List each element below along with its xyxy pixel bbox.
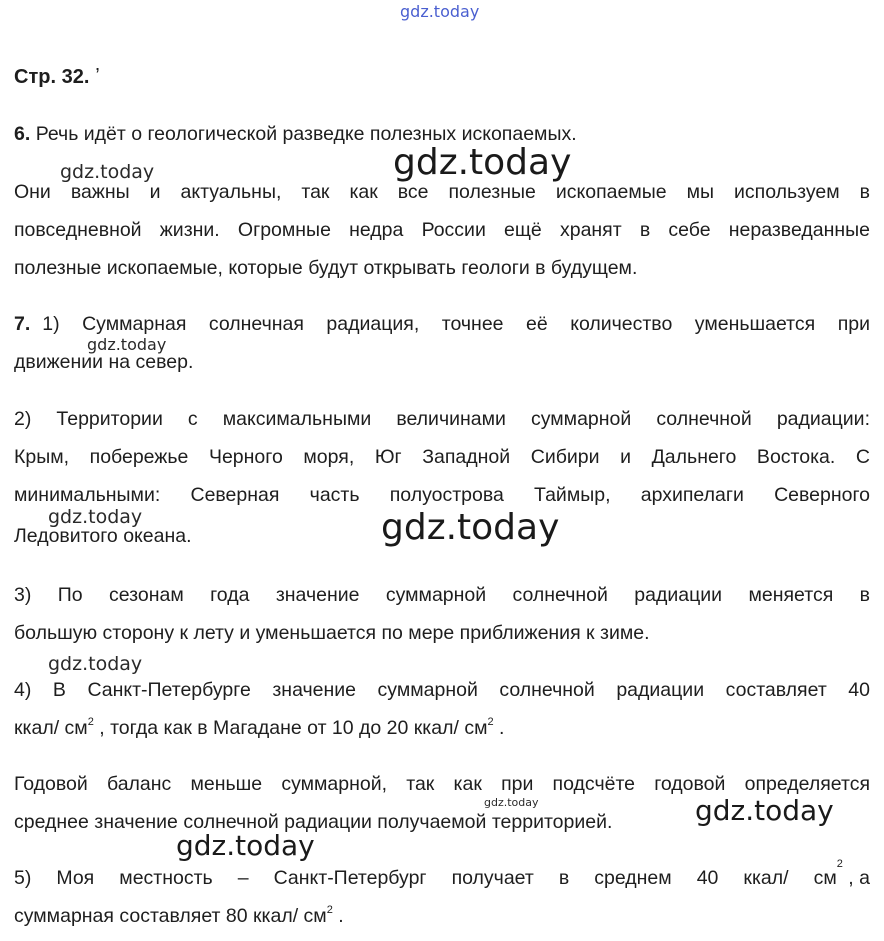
task7-p3-line1: 3) По сезонам года значение суммарной солнечной радиации меняется в [14,584,870,606]
task7-p6-line2 [14,902,870,930]
p6-end2: . [332,905,344,927]
page-tick: ʼ [95,66,100,88]
p6-end: , а [842,867,870,889]
page-number [14,66,100,89]
watermark: gdz.today [381,507,560,548]
watermark: gdz.today [48,653,143,675]
p4-text: , тогда как в Магадане от 10 до 20 ккал/ см [93,717,488,739]
watermark: gdz.today [695,794,834,827]
task7-p1-line2: движении на север. [14,351,194,373]
task6-line1 [14,120,870,148]
watermark: gdz.today [60,161,155,183]
watermark: gdz.today [484,796,539,809]
watermark: gdz.today [393,142,572,183]
task6-line2: Они важны и актуальны, так как все полезные ископаемые мы используем в [14,181,870,203]
exponent: 2 [836,858,843,870]
p4-end: . [493,717,505,739]
task6-number: 6. [14,123,31,145]
watermark: gdz.today [176,829,315,862]
task7-number: 7. [14,313,31,335]
task6-line3: повседневной жизни. Огромные недра России ещё хранят в себе неразведанные [14,219,870,241]
task7-p6-line1 [14,858,870,892]
task7-line1 [14,310,870,338]
task7-p2-line3: минимальными: Северная часть полуострова Таймыр, архипелаги Северного [14,484,870,506]
unit-text: ккал/ см [14,717,88,739]
task7-p2-line4: Ледовитого океана. [14,525,192,547]
p6-text: 5) Моя местность – Санкт-Петербург получает в среднем 40 ккал/ см [14,867,837,889]
page-number-label: Стр. 32. [14,66,90,88]
watermark-top: gdz.today [400,2,480,21]
task7-p3-line2: большую сторону к лету и уменьшается по мере приближения к зиме. [14,622,650,644]
exponent: 2 [326,904,333,916]
task7-p4-line2 [14,714,870,742]
task7-p2-line1: 2) Территории с максимальными величинами суммарной солнечной радиации: [14,408,870,430]
exponent: 2 [487,716,494,728]
task7-p4-line1: 4) В Санкт-Петербурге значение суммарной солнечной радиации составляет 40 [14,679,870,701]
p6-text2: суммарная составляет 80 ккал/ см [14,905,327,927]
task7-text: 1) Суммарная солнечная радиация, точнее её количество уменьшается при [42,313,870,335]
task6-text: Речь идёт о геологической разведке полезных ископаемых. [35,123,577,145]
watermark: gdz.today [87,335,167,354]
task7-p5-line2: среднее значение солнечной радиации получаемой территорией. [14,811,613,833]
exponent: 2 [87,716,94,728]
task7-p2-line2: Крым, побережье Черного моря, Юг Западной Сибири и Дальнего Востока. С [14,446,870,468]
watermark: gdz.today [48,506,143,528]
task6-line4: полезные ископаемые, которые будут открывать геологи в будущем. [14,257,638,279]
task7-p5-line1: Годовой баланс меньше суммарной, так как при подсчёте годовой определяется [14,773,870,795]
